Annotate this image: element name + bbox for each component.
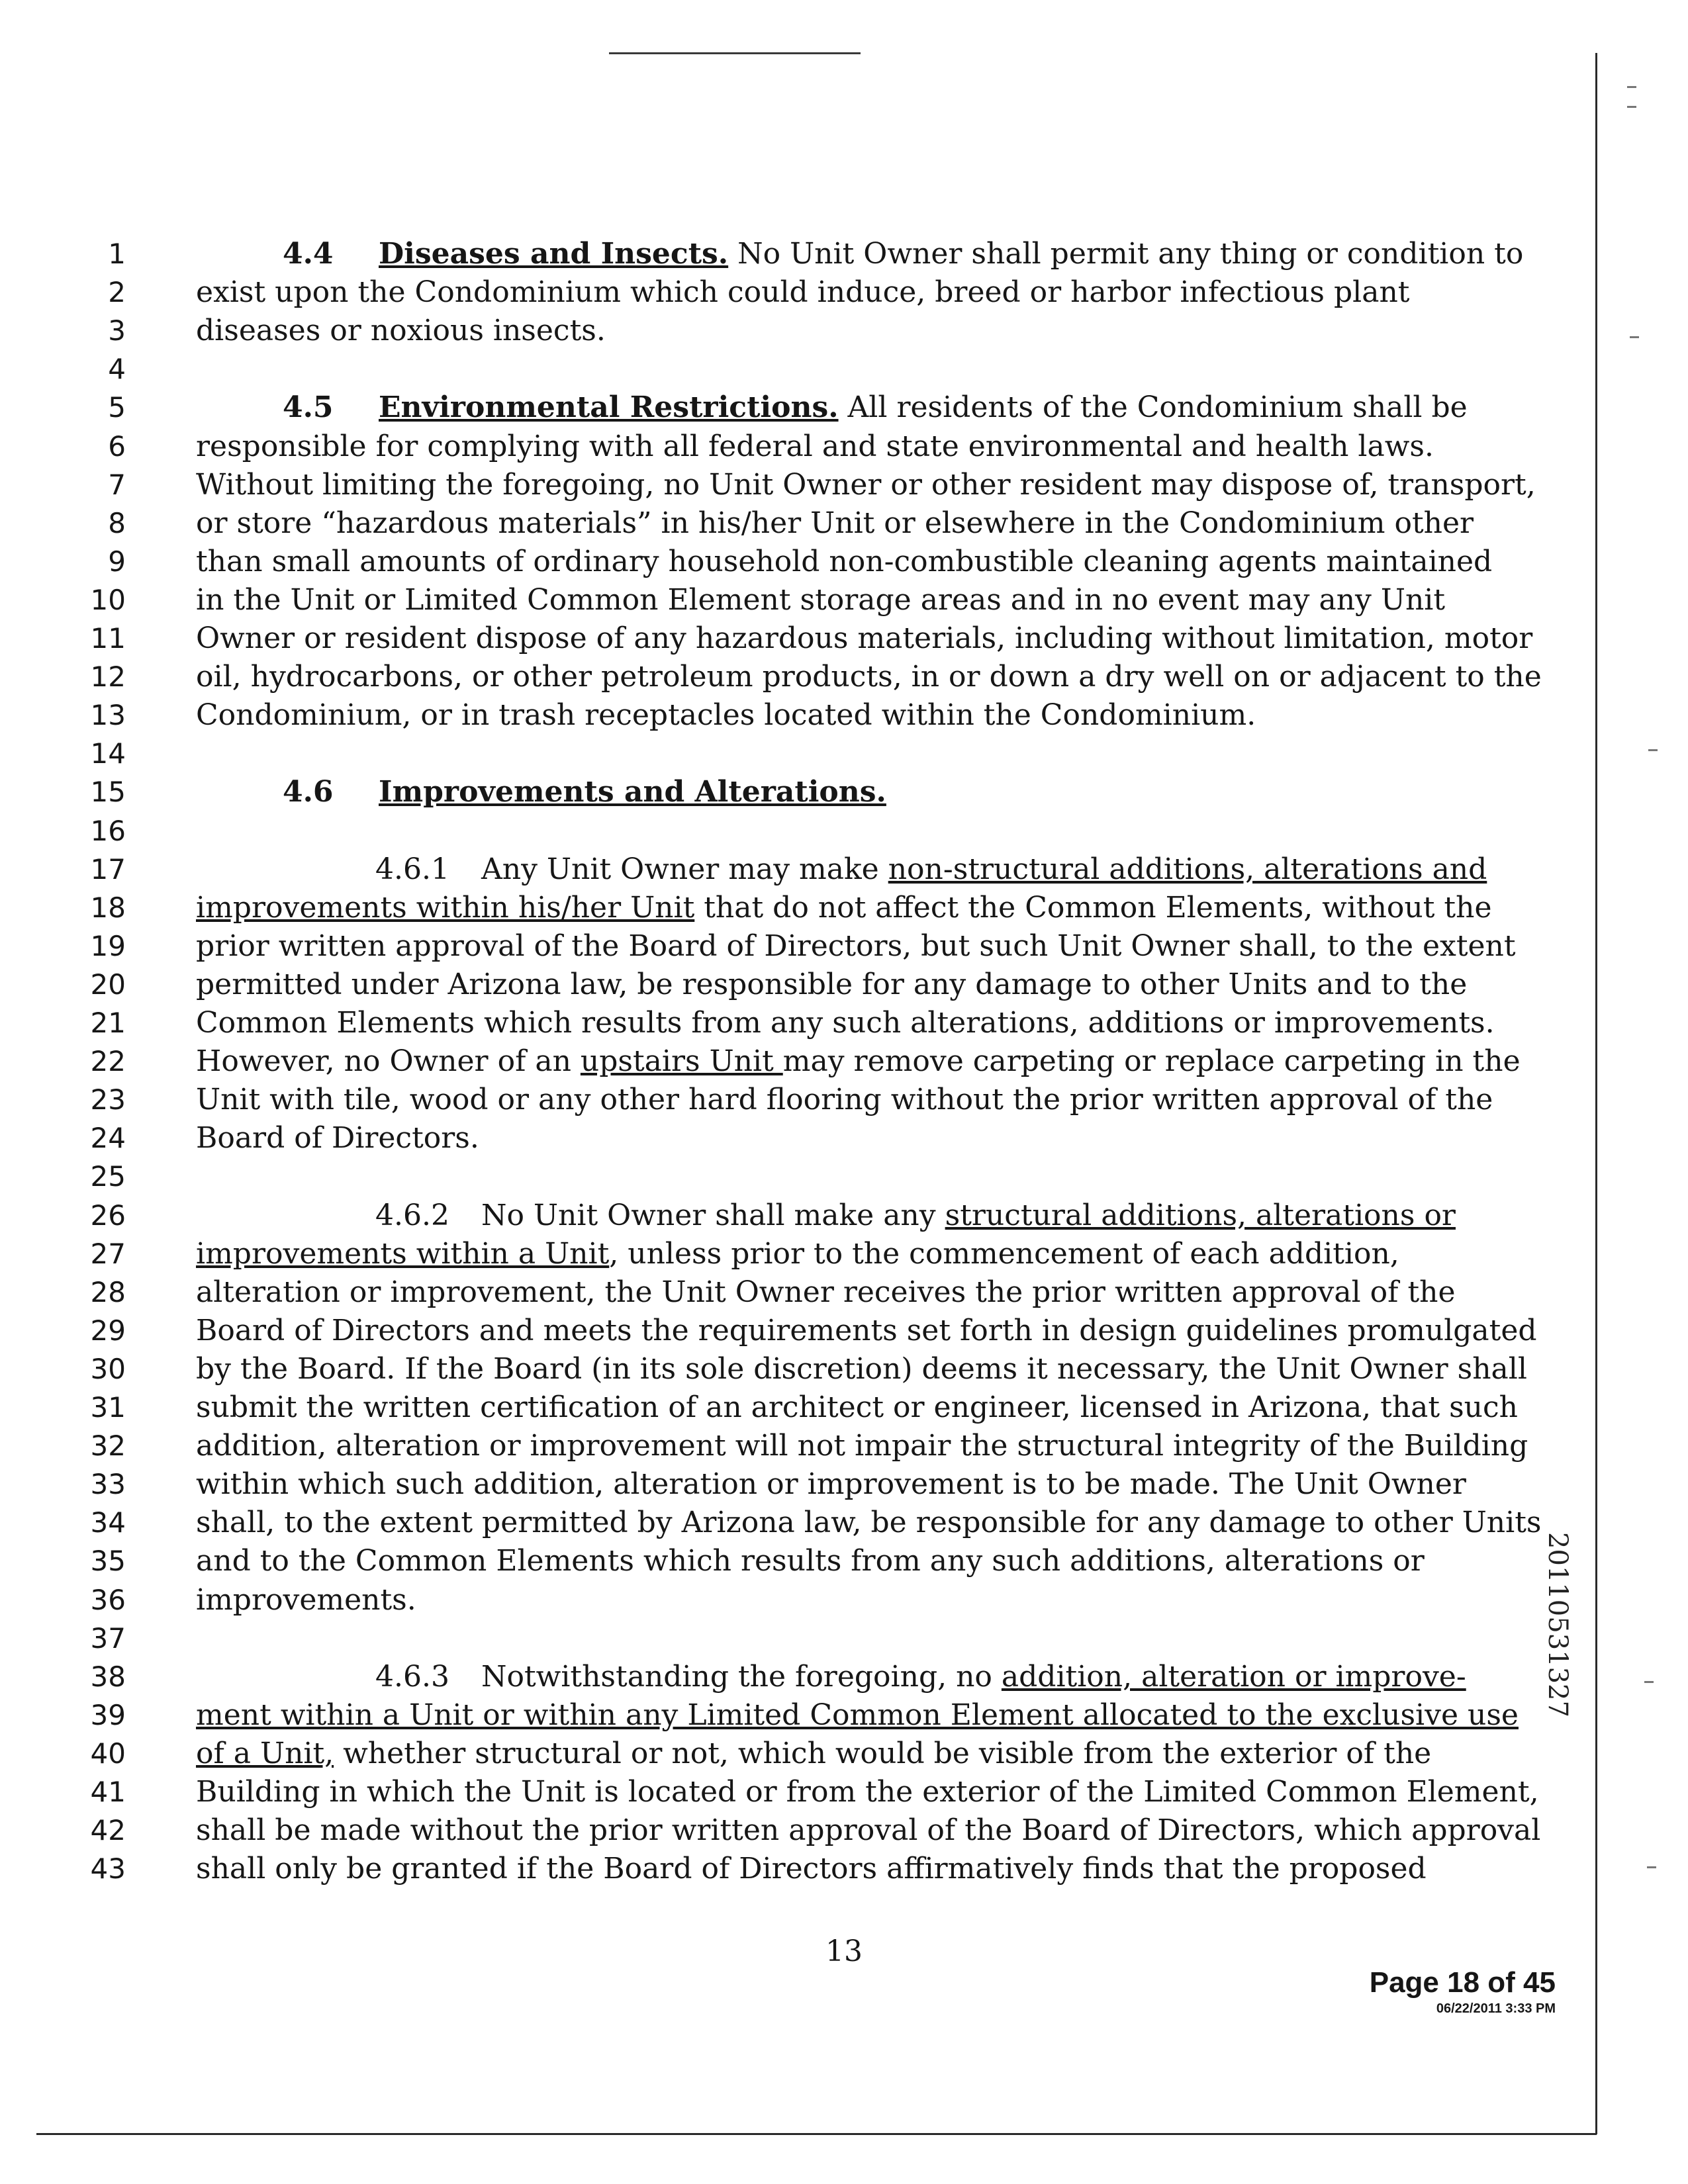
line-text bbox=[196, 1850, 1427, 1888]
line-number: 17 bbox=[90, 853, 126, 886]
line-text bbox=[196, 889, 1492, 927]
document-line bbox=[0, 1696, 1688, 1735]
document-line bbox=[0, 696, 1688, 735]
line-text bbox=[375, 1658, 1466, 1696]
document-line bbox=[0, 1504, 1688, 1542]
text-segment: Owner or resident dispose of any hazardous materials, including without limitation, motor bbox=[196, 621, 1533, 655]
line-number: 30 bbox=[90, 1353, 126, 1385]
line-text bbox=[196, 927, 1516, 966]
underlined-text: upstairs Unit bbox=[580, 1044, 783, 1078]
line-text bbox=[196, 543, 1493, 581]
top-scan-rule bbox=[609, 52, 861, 54]
line-text bbox=[196, 1004, 1495, 1042]
text-segment: submit the written certification of an architect or engineer, licensed in Arizona, that such bbox=[196, 1390, 1518, 1424]
text-segment: Notwithstanding the foregoing, no bbox=[481, 1660, 1002, 1694]
line-text bbox=[196, 696, 1397, 735]
text-segment: diseases or noxious insects. bbox=[196, 314, 606, 347]
line-text bbox=[196, 504, 1474, 543]
text-segment: by the Board. If the Board (in its sole discretion) deems it necessary, the Unit Owner shall bbox=[196, 1352, 1527, 1386]
line-text bbox=[196, 1735, 1432, 1773]
line-number: 22 bbox=[90, 1045, 126, 1077]
text-segment: whether structural or not, which would be visible from the exterior of the bbox=[334, 1737, 1432, 1770]
line-text bbox=[196, 312, 1397, 350]
line-text bbox=[196, 966, 1468, 1004]
document-line bbox=[0, 927, 1688, 966]
underlined-text: addition, alteration or improve- bbox=[1001, 1660, 1466, 1694]
line-number: 5 bbox=[108, 391, 126, 424]
text-segment: shall be made without the prior written approval of the Board of Directors, which approval bbox=[196, 1813, 1541, 1847]
line-number: 20 bbox=[90, 968, 126, 1001]
line-text bbox=[196, 1427, 1528, 1465]
line-number: 26 bbox=[90, 1199, 126, 1232]
text-segment: within which such addition, alteration or improvement is to be made. The Unit Owner bbox=[196, 1467, 1466, 1501]
text-segment: Board of Directors. bbox=[196, 1121, 479, 1155]
document-line bbox=[0, 312, 1688, 350]
line-number: 11 bbox=[90, 622, 126, 655]
document-line bbox=[0, 1158, 1688, 1196]
document-line bbox=[0, 773, 1688, 811]
line-text bbox=[196, 1811, 1541, 1850]
line-number: 8 bbox=[108, 507, 126, 539]
line-number: 1 bbox=[108, 238, 126, 270]
text-segment: Any Unit Owner may make bbox=[481, 852, 888, 886]
line-number: 35 bbox=[90, 1545, 126, 1577]
document-line bbox=[0, 658, 1688, 696]
line-text bbox=[196, 1581, 1397, 1619]
side-recording-number-text: 20110531327 bbox=[1542, 1532, 1573, 1717]
line-number: 42 bbox=[90, 1814, 126, 1846]
document-line bbox=[0, 1427, 1688, 1465]
document-line bbox=[0, 504, 1688, 543]
text-segment: and to the Common Elements which results from any such additions, alterations or bbox=[196, 1544, 1425, 1578]
text-segment: shall, to the extent permitted by Arizona law, be responsible for any damage to other Units bbox=[196, 1506, 1542, 1539]
section-number: 4.4 bbox=[283, 237, 334, 271]
line-text bbox=[196, 1504, 1542, 1542]
line-text bbox=[283, 388, 1468, 427]
line-number: 23 bbox=[90, 1083, 126, 1116]
line-number: 37 bbox=[90, 1622, 126, 1655]
line-number: 28 bbox=[90, 1276, 126, 1308]
bottom-margin-rule bbox=[36, 2133, 1597, 2135]
line-number: 18 bbox=[90, 891, 126, 924]
line-number: 6 bbox=[108, 430, 126, 463]
line-number: 21 bbox=[90, 1007, 126, 1039]
document-line bbox=[0, 1619, 1688, 1658]
text-segment: No Unit Owner shall make any bbox=[481, 1199, 945, 1232]
line-text bbox=[196, 273, 1410, 312]
text-segment: All residents of the Condominium shall be bbox=[838, 390, 1468, 424]
text-segment: alteration or improvement, the Unit Owner receives the prior written approval of the bbox=[196, 1275, 1456, 1309]
underlined-text: improvements within a Unit bbox=[196, 1237, 610, 1271]
line-number: 31 bbox=[90, 1391, 126, 1424]
document-line bbox=[0, 889, 1688, 927]
text-segment: , unless prior to the commencement of each addition, bbox=[609, 1237, 1399, 1271]
text-segment: improvements. bbox=[196, 1583, 416, 1617]
document-line bbox=[0, 235, 1688, 273]
text-segment: in the Unit or Limited Common Element storage areas and in no event may any Unit bbox=[196, 583, 1446, 617]
line-number: 24 bbox=[90, 1122, 126, 1154]
line-text bbox=[196, 428, 1434, 466]
document-line bbox=[0, 619, 1688, 658]
text-segment: No Unit Owner shall permit any thing or condition to bbox=[728, 237, 1524, 271]
section-number: 4.6 bbox=[283, 775, 334, 809]
text-segment: addition, alteration or improvement will not impair the structural integrity of the Building bbox=[196, 1429, 1528, 1463]
document-line bbox=[0, 1312, 1688, 1350]
text-segment: or store “hazardous materials” in his/her Unit or elsewhere in the Condominium other bbox=[196, 506, 1474, 540]
line-text bbox=[283, 773, 1397, 811]
text-segment: Without limiting the foregoing, no Unit Owner or other resident may dispose of, transport, bbox=[196, 468, 1536, 502]
document-line bbox=[0, 1850, 1688, 1888]
document-line bbox=[0, 1042, 1688, 1081]
line-text bbox=[196, 1773, 1539, 1811]
line-number: 3 bbox=[108, 314, 126, 347]
text-segment: Board of Directors and meets the requirements set forth in design guidelines promulgated bbox=[196, 1314, 1537, 1347]
section-heading: Diseases and Insects. bbox=[379, 237, 729, 271]
line-number: 19 bbox=[90, 930, 126, 962]
line-number: 39 bbox=[90, 1699, 126, 1731]
document-line bbox=[0, 1235, 1688, 1273]
line-number: 25 bbox=[90, 1160, 126, 1193]
document-line bbox=[0, 1773, 1688, 1811]
line-number: 9 bbox=[108, 545, 126, 578]
document-line bbox=[0, 350, 1688, 388]
document-line bbox=[0, 966, 1688, 1004]
line-number: 41 bbox=[90, 1776, 126, 1808]
line-text bbox=[196, 1081, 1493, 1119]
section-number: 4.6.3 bbox=[375, 1660, 449, 1694]
document-line bbox=[0, 1004, 1688, 1042]
line-number: 16 bbox=[90, 815, 126, 847]
line-number: 38 bbox=[90, 1661, 126, 1693]
document-line bbox=[0, 1119, 1688, 1158]
line-number: 27 bbox=[90, 1238, 126, 1270]
document-line bbox=[0, 1350, 1688, 1388]
section-heading: Environmental Restrictions. bbox=[379, 390, 839, 424]
document-line bbox=[0, 1735, 1688, 1773]
recording-date-stamp: 06/22/2011 3:33 PM bbox=[1436, 2001, 1556, 2016]
text-segment: prior written approval of the Board of Directors, but such Unit Owner shall, to the extent bbox=[196, 929, 1516, 963]
text-segment: Condominium, or in trash receptacles located within the Condominium. bbox=[196, 698, 1256, 732]
document-line bbox=[0, 1388, 1688, 1427]
document-line bbox=[0, 1465, 1688, 1504]
line-text bbox=[196, 1465, 1466, 1504]
line-text bbox=[196, 1042, 1521, 1081]
text-segment: that do not affect the Common Elements, without the bbox=[694, 891, 1492, 925]
text-segment: Unit with tile, wood or any other hard flooring without the prior written approval of the bbox=[196, 1083, 1493, 1116]
document-line bbox=[0, 850, 1688, 889]
section-number: 4.5 bbox=[283, 390, 334, 424]
document-line bbox=[0, 1273, 1688, 1312]
line-number: 29 bbox=[90, 1314, 126, 1347]
line-text bbox=[196, 1542, 1425, 1580]
recording-page-stamp: Page 18 of 45 bbox=[1369, 1966, 1556, 1999]
line-number: 33 bbox=[90, 1468, 126, 1500]
underlined-text: non-structural additions, alterations and bbox=[888, 852, 1487, 886]
line-number: 12 bbox=[90, 660, 126, 693]
line-text bbox=[196, 1312, 1537, 1350]
line-text bbox=[196, 581, 1446, 619]
line-number: 43 bbox=[90, 1852, 126, 1885]
line-text bbox=[196, 1119, 1397, 1158]
underlined-text: structural additions, alterations or bbox=[945, 1199, 1456, 1232]
document-line bbox=[0, 581, 1688, 619]
text-segment: Common Elements which results from any such alterations, additions or improvements. bbox=[196, 1006, 1495, 1040]
line-number: 34 bbox=[90, 1506, 126, 1539]
line-number: 40 bbox=[90, 1737, 126, 1770]
text-segment: Building in which the Unit is located or from the exterior of the Limited Common Element, bbox=[196, 1775, 1539, 1809]
line-text bbox=[196, 1696, 1519, 1735]
line-number: 10 bbox=[90, 584, 126, 616]
text-segment: exist upon the Condominium which could induce, breed or harbor infectious plant bbox=[196, 275, 1410, 309]
text-segment: shall only be granted if the Board of Directors affirmatively finds that the proposed bbox=[196, 1852, 1427, 1886]
underlined-text: ment within a Unit or within any Limited Common Element allocated to the exclusive use bbox=[196, 1698, 1519, 1732]
document-line bbox=[0, 466, 1688, 504]
text-segment: permitted under Arizona law, be responsible for any damage to other Units and to the bbox=[196, 968, 1468, 1001]
line-text bbox=[196, 619, 1533, 658]
document-line bbox=[0, 273, 1688, 312]
document-line bbox=[0, 1081, 1688, 1119]
line-text bbox=[196, 658, 1542, 696]
text-segment: than small amounts of ordinary household non-combustible cleaning agents maintained bbox=[196, 545, 1493, 578]
underlined-text: of a Unit, bbox=[196, 1737, 334, 1770]
document-line bbox=[0, 1658, 1688, 1696]
line-number: 4 bbox=[108, 353, 126, 385]
document-line bbox=[0, 543, 1688, 581]
line-number: 13 bbox=[90, 699, 126, 731]
document-line bbox=[0, 1811, 1688, 1850]
line-number: 14 bbox=[90, 737, 126, 770]
document-line bbox=[0, 1197, 1688, 1235]
line-text bbox=[196, 1388, 1518, 1427]
document-line bbox=[0, 812, 1688, 850]
line-number: 15 bbox=[90, 776, 126, 808]
line-number: 32 bbox=[90, 1430, 126, 1462]
line-number: 7 bbox=[108, 469, 126, 501]
text-segment: oil, hydrocarbons, or other petroleum products, in or down a dry well on or adjacent to the bbox=[196, 660, 1542, 694]
line-text bbox=[196, 1273, 1456, 1312]
underlined-text: improvements within his/her Unit bbox=[196, 891, 695, 925]
document-line bbox=[0, 388, 1688, 427]
line-number: 36 bbox=[90, 1584, 126, 1616]
section-number: 4.6.1 bbox=[375, 852, 449, 886]
document-line bbox=[0, 428, 1688, 466]
line-text bbox=[196, 1235, 1397, 1273]
text-segment: However, no Owner of an bbox=[196, 1044, 581, 1078]
document-line bbox=[0, 735, 1688, 773]
line-text bbox=[283, 235, 1524, 273]
text-segment: may remove carpeting or replace carpeting in the bbox=[782, 1044, 1521, 1078]
line-text bbox=[375, 850, 1487, 889]
line-number: 2 bbox=[108, 276, 126, 308]
document-line bbox=[0, 1581, 1688, 1619]
section-heading: Improvements and Alterations. bbox=[379, 775, 886, 809]
line-text bbox=[375, 1197, 1456, 1235]
side-recording-number bbox=[1523, 1529, 1582, 1754]
text-segment: responsible for complying with all federal and state environmental and health laws. bbox=[196, 430, 1434, 463]
line-text bbox=[196, 1350, 1527, 1388]
page-number: 13 bbox=[825, 1934, 863, 1968]
document-line bbox=[0, 1542, 1688, 1580]
section-number: 4.6.2 bbox=[375, 1199, 449, 1232]
line-text bbox=[196, 466, 1536, 504]
